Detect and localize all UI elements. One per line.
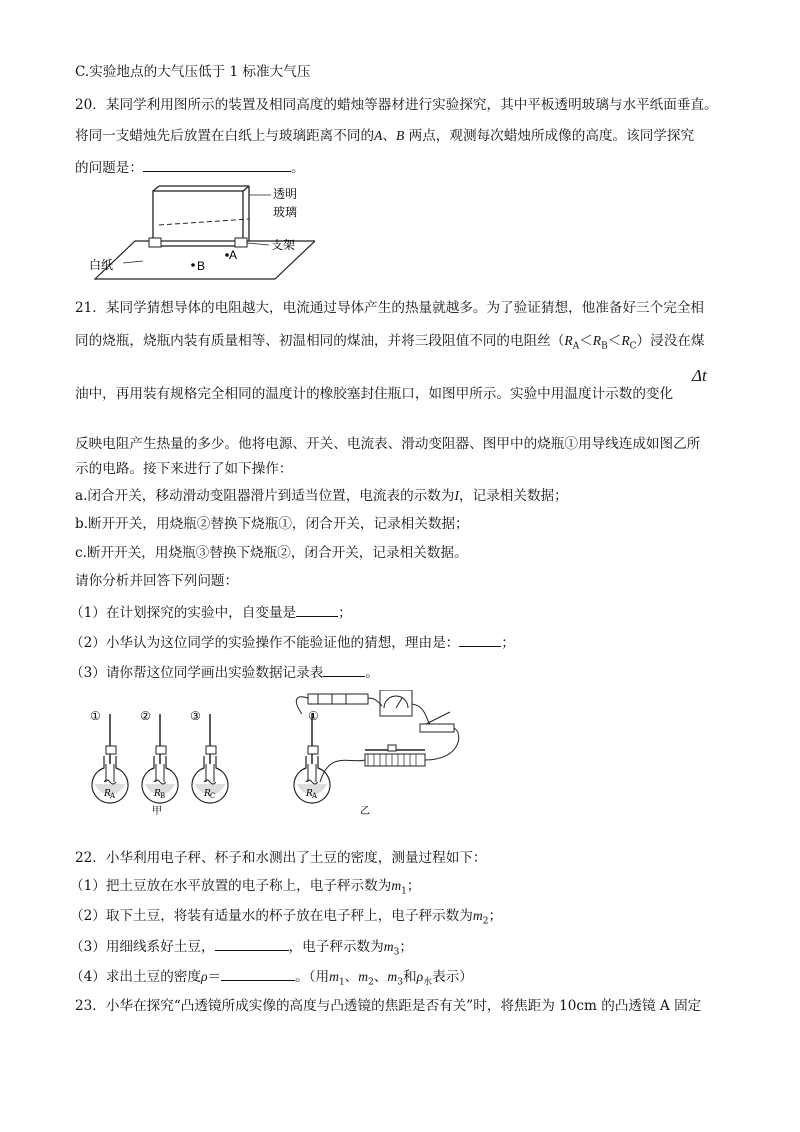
switch [420, 724, 454, 732]
q20-line-3: 的问题是： 。 [75, 157, 305, 178]
q21-blank-2[interactable] [459, 632, 501, 647]
q21-line-5: 示的电路。接下来进行了如下操作： [75, 461, 293, 477]
glass-pane [153, 191, 243, 246]
point-a-label: A [229, 248, 238, 262]
wire-4 [425, 728, 459, 760]
q20-line-1: 20．某同学利用图所示的装置及相同高度的蜡烛等器材进行实验探究，其中平板透明玻璃与水平纸面垂直。 [75, 97, 718, 113]
wire-1 [296, 697, 308, 714]
q21-line-1: 21．某同学猜想导体的电阻越大，电流通过导体产生的热量就越多。为了验证猜想，他准备好三个完全相 [75, 300, 705, 316]
q21-step-b: b.断开开关，用烧瓶②替换下烧瓶①，闭合开关，记录相关数据； [75, 516, 469, 532]
q21-line-4: 反映电阻产生热量的多少。他将电源、开关、电流表、滑动变阻器、图甲中的烧瓶①用导线连成如图乙所 [75, 436, 701, 452]
q19-option-c: C.实验地点的大气压低于 1 标准大气压 [75, 64, 311, 80]
q21-line-2: 同的烧瓶，烧瓶内装有质量相等、初温相同的煤油，并将三段阻值不同的电阻丝$(R_A<R_B<R_C)$浸没在煤 [75, 333, 705, 352]
q22-step-3: （3）用细线系好土豆， ，电子秤示数为$m_3$； [70, 936, 413, 963]
q21-figure [80, 690, 480, 820]
flask-3-number: ③ [190, 709, 201, 723]
q21-prompt: 请你分析并回答下列问题： [75, 573, 239, 589]
caption-jia: 甲 [152, 806, 162, 817]
label-circuit-ra: R [306, 789, 313, 799]
battery [308, 694, 368, 704]
q21-blank-1[interactable] [296, 602, 338, 617]
q22-blank-3[interactable] [215, 936, 289, 951]
stand-left [149, 238, 161, 247]
q22-step-1: （1）把土豆放在水平放置的电子称上，电子秤示数为$m_1$； [70, 878, 421, 897]
q20-figure [85, 183, 315, 283]
q20-answer-blank[interactable] [143, 157, 291, 172]
point-b-label: B [197, 259, 206, 273]
q22-line-1: 22．小华利用电子秤、杯子和水测出了土豆的密度，测量过程如下： [75, 850, 487, 866]
q21-sub-1: （1）在计划探究的实验中，自变量是 ； [70, 602, 352, 623]
stand-right [235, 238, 247, 247]
flask-1-number: ① [90, 709, 101, 723]
q21-step-a: a.闭合开关，移动滑动变阻器滑片到适当位置，电流表的示数为I，记录相关数据； [75, 488, 568, 504]
q21-line-3: 油中，再用装有规格完全相同的温度计的橡胶塞封住瓶口，如图甲所示。实验中用温度计示数的变化 [75, 386, 674, 402]
q20-line-2: 将同一支蜡烛先后放置在白纸上与玻璃距离不同的A、B 两点，观测每次蜡烛所成像的高度。该同学探究 [75, 128, 695, 144]
delta-t-symbol: Δt [692, 366, 707, 385]
label-rc-sub: C [210, 792, 216, 800]
label-rc: R [204, 789, 211, 799]
flask-circuit-number: ① [308, 709, 319, 723]
caption-yi: 乙 [360, 806, 370, 817]
label-white-paper: 白纸 [89, 258, 114, 272]
q21-blank-3[interactable] [323, 662, 365, 677]
label-transparent: 透明 [273, 187, 298, 201]
label-circuit-ra-sub: A [312, 792, 318, 800]
q22-blank-4[interactable] [221, 966, 295, 981]
q21-sub-2: （2）小华认为这位同学的实验操作不能验证他的猜想，理由是： ； [70, 632, 515, 653]
label-ra-sub: A [110, 792, 116, 800]
label-glass: 玻璃 [273, 205, 298, 219]
label-rb: R [154, 789, 161, 799]
label-stand: 支架 [271, 238, 296, 252]
label-rb-sub: B [160, 792, 166, 800]
q22-step-2: （2）取下土豆，将装有适量水的杯子放在电子秤上，电子秤示数为$m_2$； [70, 908, 503, 927]
wire-3 [412, 704, 430, 724]
q22-step-4: （4）求出土豆的密度ρ＝ 。（用$m_1$、$m_2$、$m_3$和$\rho_水$表示） [70, 966, 473, 993]
point-b-dot [191, 263, 195, 267]
q23-line-1: 23．小华在探究“凸透镜所成实像的高度与凸透镜的焦距是否有关”时，将焦距为 10cm 的凸透镜 A 固定 [75, 998, 702, 1014]
flask-2-number: ② [140, 709, 151, 723]
label-ra: R [104, 789, 111, 799]
q21-step-c: c.断开开关，用烧瓶③替换下烧瓶②，闭合开关，记录相关数据。 [75, 545, 468, 561]
glass-dashed-line [159, 219, 249, 225]
q21-sub-3: （3）请你帮这位同学画出实验数据记录表 。 [70, 662, 379, 683]
wire-5 [320, 760, 365, 782]
